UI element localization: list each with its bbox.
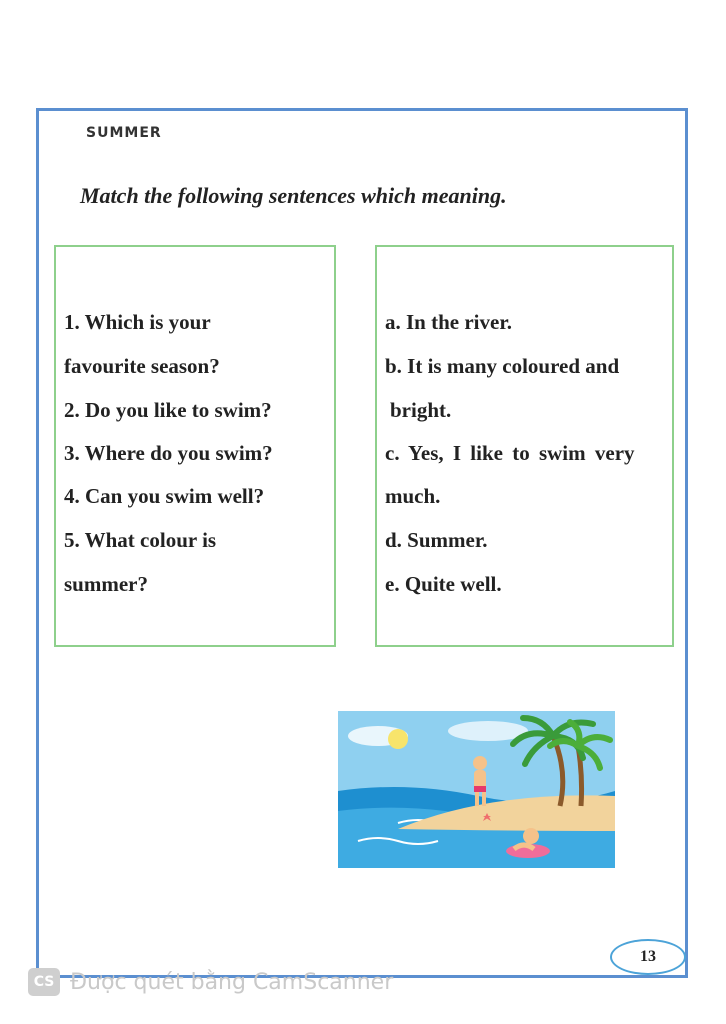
question-4: 4. Can you swim well? [64, 484, 265, 508]
question-5-line-2: summer? [64, 572, 148, 596]
question-5-line-1: 5. What colour is [64, 528, 217, 552]
section-title: SUMMER [86, 125, 162, 141]
answer-b-line-1: b. It is many coloured and [385, 354, 620, 378]
watermark-text: Được quét bằng CamScanner [70, 969, 394, 995]
question-1-line-2: favourite season? [64, 354, 220, 378]
question-3: 3. Where do you swim? [64, 441, 273, 465]
answer-a: a. In the river. [385, 310, 512, 334]
question-2: 2. Do you like to swim? [64, 398, 272, 422]
answer-c-line-1: c. Yes, I like to swim very [385, 441, 635, 465]
instruction: Match the following sentences which meaning. [80, 183, 507, 208]
answer-c-line-2: much. [385, 484, 441, 508]
camscanner-logo: CS [28, 968, 60, 996]
answer-d: d. Summer. [385, 528, 488, 552]
beach-illustration [338, 711, 615, 868]
answer-b-line-2: bright. [390, 398, 452, 422]
page-number: 13 [610, 939, 686, 975]
answer-e: e. Quite well. [385, 572, 502, 596]
question-1-line-1: 1. Which is your [64, 310, 211, 334]
camscanner-watermark [28, 968, 393, 996]
